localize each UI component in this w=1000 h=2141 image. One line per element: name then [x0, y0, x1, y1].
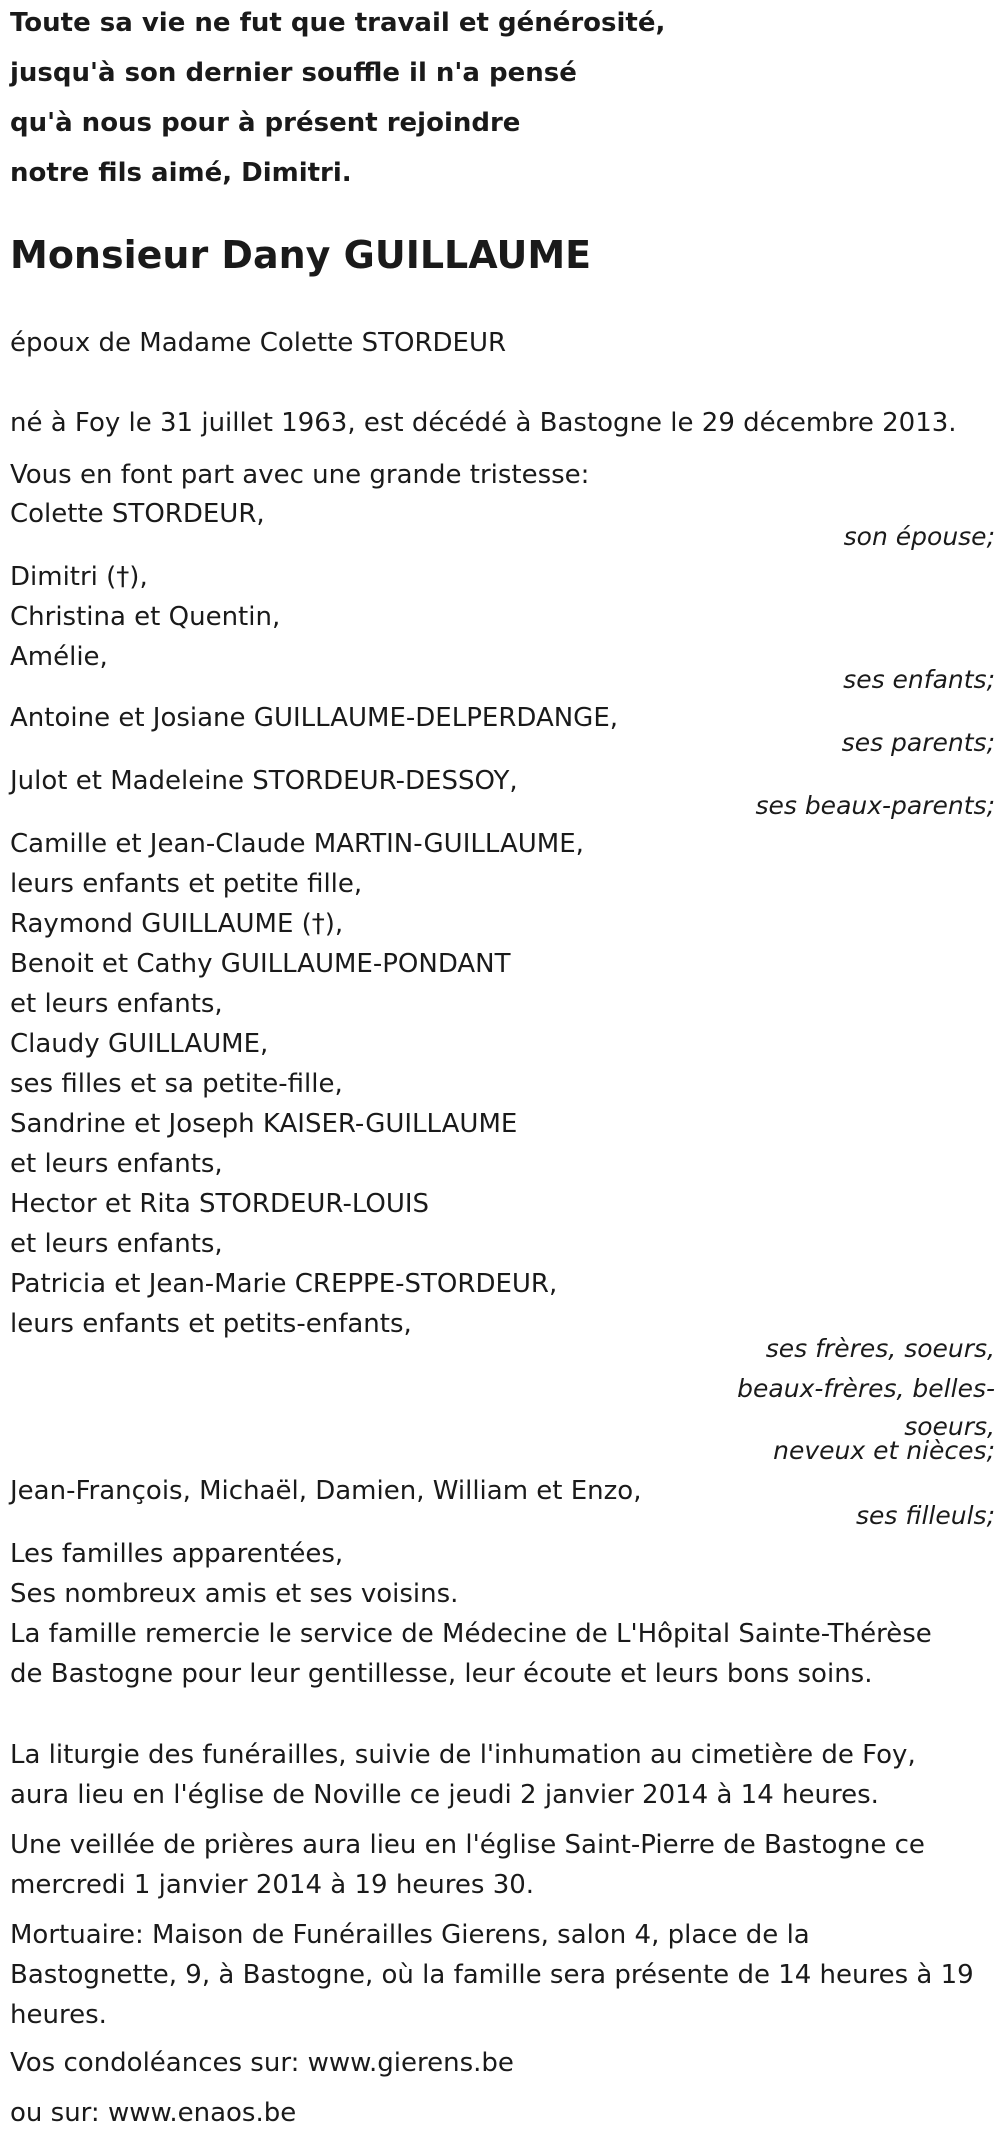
family-name-line: leurs enfants et petits-enfants, [10, 1309, 412, 1339]
family-name-line: Benoit et Cathy GUILLAUME-PONDANT [10, 949, 511, 979]
closing-line: de Bastogne pour leur gentillesse, leur écoute et leurs bons soins. [10, 1659, 873, 1689]
condolences-label: Vos condoléances sur: [10, 2048, 308, 2078]
epitaph-line: notre fils aimé, Dimitri. [10, 158, 352, 188]
family-name-line: Camille et Jean-Claude MARTIN-GUILLAUME, [10, 829, 584, 859]
epitaph-line: Toute sa vie ne fut que travail et générosité, [10, 8, 666, 38]
family-name-line: Hector et Rita STORDEUR-LOUIS [10, 1189, 430, 1219]
family-name-line: et leurs enfants, [10, 1229, 223, 1259]
family-role: soeurs, [904, 1412, 995, 1441]
family-name-line: et leurs enfants, [10, 989, 223, 1019]
condolences-line [10, 2100, 296, 2126]
family-name-line: Dimitri (†), [10, 562, 148, 592]
family-role: neveux et nièces; [773, 1436, 995, 1465]
closing-line: Les familles apparentées, [10, 1539, 344, 1569]
family-role: beaux-frères, belles- [737, 1374, 995, 1403]
family-role: ses filleuls; [855, 1501, 995, 1530]
family-name-line: Raymond GUILLAUME (†), [10, 909, 344, 939]
mortuary-line: Mortuaire: Maison de Funérailles Gierens, salon 4, place de la [10, 1920, 810, 1950]
funeral-line: aura lieu en l'église de Noville ce jeudi 2 janvier 2014 à 14 heures. [10, 1780, 879, 1810]
epitaph-line: jusqu'à son dernier souffle il n'a pensé [10, 58, 577, 88]
spouse-line: époux de Madame Colette STORDEUR [10, 328, 507, 358]
deceased-name: Monsieur Dany GUILLAUME [10, 233, 592, 277]
funeral-line: La liturgie des funérailles, suivie de l'inhumation au cimetière de Foy, [10, 1740, 916, 1770]
family-name-line: Claudy GUILLAUME, [10, 1029, 269, 1059]
obituary-notice [10, 0, 995, 2141]
family-role: ses parents; [841, 728, 995, 757]
family-name-line: Jean-François, Michaël, Damien, William et Enzo, [10, 1476, 642, 1506]
family-role: ses enfants; [843, 665, 995, 694]
family-name-line: Sandrine et Joseph KAISER-GUILLAUME [10, 1109, 518, 1139]
family-name-line: Julot et Madeleine STORDEUR-DESSOY, [10, 766, 518, 796]
family-name-line: Antoine et Josiane GUILLAUME-DELPERDANGE, [10, 703, 619, 733]
family-name-line: Christina et Quentin, [10, 602, 281, 632]
closing-line: Ses nombreux amis et ses voisins. [10, 1579, 459, 1609]
family-role: son épouse; [843, 522, 995, 551]
family-role: ses frères, soeurs, [765, 1334, 995, 1363]
family-name-line: et leurs enfants, [10, 1149, 223, 1179]
family-name-line: leurs enfants et petite fille, [10, 869, 363, 899]
vigil-line: mercredi 1 janvier 2014 à 19 heures 30. [10, 1870, 535, 1900]
condolences-line [10, 2050, 514, 2076]
closing-line: La famille remercie le service de Médecine de L'Hôpital Sainte-Thérèse [10, 1619, 932, 1649]
family-name-line: Patricia et Jean-Marie CREPPE-STORDEUR, [10, 1269, 558, 1299]
family-name-line: Colette STORDEUR, [10, 499, 265, 529]
condolences-link-enaos[interactable]: www.enaos.be [107, 2098, 297, 2128]
family-role: ses beaux-parents; [755, 791, 995, 820]
epitaph-line: qu'à nous pour à présent rejoindre [10, 108, 521, 138]
announce-intro: Vous en font part avec une grande tristesse: [10, 460, 590, 490]
birth-death-line: né à Foy le 31 juillet 1963, est décédé à Bastogne le 29 décembre 2013. [10, 408, 957, 438]
condolences-link-gierens[interactable]: www.gierens.be [307, 2048, 514, 2078]
family-name-line: Amélie, [10, 642, 108, 672]
mortuary-line: Bastognette, 9, à Bastogne, où la famille sera présente de 14 heures à 19 [10, 1960, 974, 1990]
vigil-line: Une veillée de prières aura lieu en l'église Saint-Pierre de Bastogne ce [10, 1830, 925, 1860]
mortuary-line: heures. [10, 2000, 107, 2030]
family-name-line: ses filles et sa petite-fille, [10, 1069, 343, 1099]
condolences-label: ou sur: [10, 2098, 108, 2128]
